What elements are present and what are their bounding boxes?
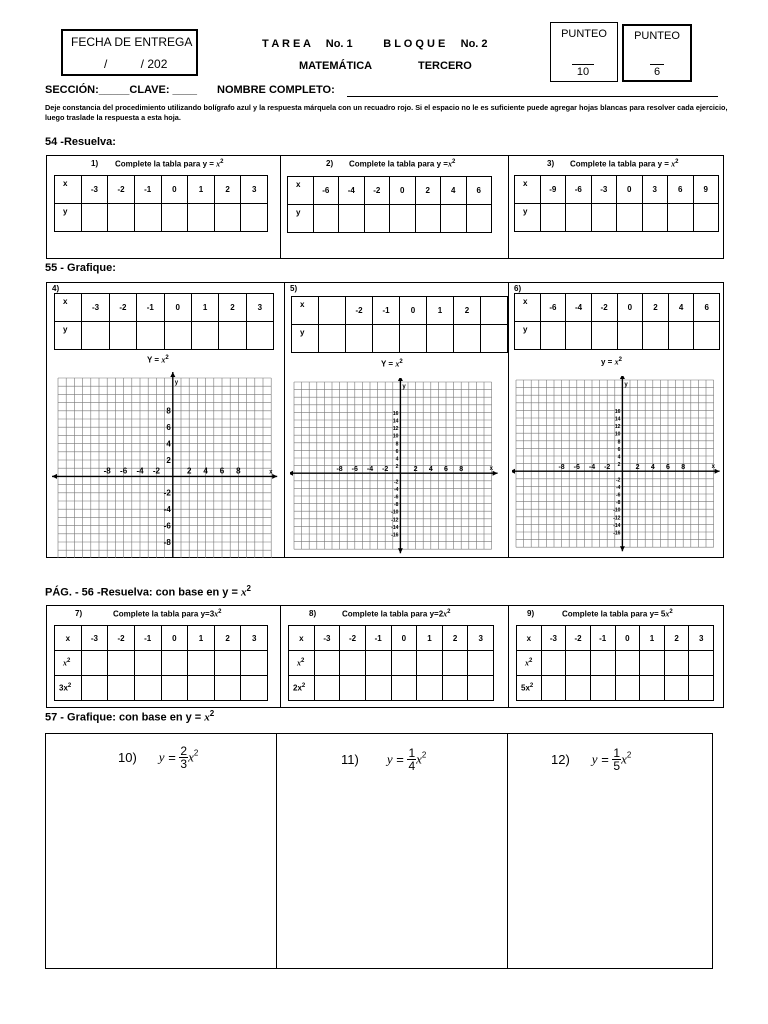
table-p8: x -3 -2 -1 0 1 2 3 $x^2$ $2x^2$	[288, 625, 494, 701]
x-tick-label: -8	[103, 466, 111, 476]
graph-p4[interactable]	[50, 372, 280, 558]
s55-title: 55 - Grafique:	[45, 262, 116, 274]
punteo-value-1: 10	[576, 66, 590, 78]
x-tick-label: -6	[120, 466, 128, 476]
y-axis-arrow	[398, 548, 403, 553]
punteo-label-2: PUNTEO	[634, 30, 680, 42]
graph-p6[interactable]	[512, 376, 724, 556]
graph-p5[interactable]	[290, 378, 502, 558]
y-tick-label: -14	[391, 524, 399, 531]
y-tick-label: 10	[614, 431, 621, 438]
y-tick-label: 4	[617, 454, 621, 461]
y-tick-label: 6	[166, 423, 171, 432]
p9-text: Complete la tabla para $y= 5x^2$	[562, 609, 673, 619]
p3-text: Complete la tabla para $y = x^2$	[570, 159, 679, 169]
subject: MATEMÁTICA	[299, 60, 373, 72]
seccion-line: SECCIÓN:_____CLAVE: ____	[45, 84, 198, 96]
y-tick-label: 16	[392, 410, 399, 417]
x-tick-label: -6	[351, 466, 358, 474]
x-tick-label: 6	[444, 466, 448, 474]
x-tick-label: 4	[650, 464, 655, 472]
y-tick-label: -14	[613, 522, 621, 529]
p8-num: 8)	[309, 609, 317, 618]
x-tick-label: -8	[336, 466, 343, 474]
x-axis-arrow	[512, 469, 515, 474]
y-tick-label: 12	[392, 426, 399, 433]
x-tick-label: 8	[681, 464, 686, 472]
y-tick-label: -10	[613, 507, 621, 514]
fecha-label: FECHA DE ENTREGA	[71, 35, 193, 49]
y-axis-arrow	[170, 372, 175, 377]
y-tick-label: 10	[392, 433, 399, 440]
x-tick-label: -6	[573, 464, 580, 472]
y-tick-label: 6	[395, 448, 399, 455]
x-tick-label: -2	[382, 466, 389, 474]
y-tick-label: -6	[163, 521, 171, 531]
y-tick-label: -4	[615, 484, 621, 491]
y-axis-label: y	[174, 380, 179, 386]
p11-eq[interactable]: 11) y = $\frac{1}{4}$ $x^2$	[341, 746, 427, 773]
nombre-line	[347, 96, 718, 97]
p6-num: 6)	[514, 284, 522, 293]
y-tick-label: -12	[391, 517, 399, 524]
y-tick-label: 2	[617, 462, 621, 469]
punteo-label-1: PUNTEO	[561, 28, 607, 40]
y-tick-label: 2	[395, 464, 399, 471]
y-tick-label: 6	[617, 446, 621, 453]
y-tick-label: 2	[166, 455, 171, 465]
y-tick-label: 14	[614, 416, 621, 423]
y-tick-label: -4	[393, 486, 399, 493]
table-p1: x -3 -2 -1 0 1 2 3 y	[54, 175, 268, 232]
x-tick-label: 4	[428, 466, 433, 474]
y-axis-arrow	[620, 546, 625, 551]
x-axis-arrow	[493, 471, 498, 476]
y-tick-label: 8	[395, 441, 399, 448]
y-tick-label: -16	[613, 530, 621, 537]
s56-title: PÁG. - 56 -Resuelva: con base en $y = x^2$	[45, 584, 251, 599]
p7-text: Complete la tabla para $y=3x^2$	[113, 609, 222, 619]
y-axis-label: y	[402, 384, 406, 390]
p10-eq[interactable]: 10) y = $\frac{2}{3}$ $x^2$	[118, 744, 199, 771]
x-tick-label: -8	[558, 464, 565, 472]
y-tick-label: -4	[163, 505, 171, 514]
x-axis-label: x	[711, 464, 715, 471]
table-p5: x -2 -1 0 1 2 y	[291, 296, 508, 353]
x-axis-arrow	[715, 469, 720, 474]
y-tick-label: 8	[617, 439, 621, 446]
tarea-title: T A R E A No. 1 B L O Q U E No. 2	[262, 38, 488, 50]
p1-text: Complete la tabla para $y = x^2$	[115, 159, 224, 169]
x-tick-label: 2	[186, 466, 192, 476]
p7-num: 7)	[75, 609, 83, 618]
p6-eq: $y = x^2$	[601, 357, 622, 367]
x-tick-label: 6	[219, 466, 225, 476]
x-tick-label: 4	[203, 466, 208, 476]
table-p6: x -6 -4 -2 0 2 4 6 y	[514, 293, 720, 350]
y-tick-label: -6	[615, 492, 621, 499]
p12-eq[interactable]: 12) y = $\frac{1}{5}$ $x^2$	[551, 746, 632, 773]
y-tick-label: 14	[392, 418, 399, 425]
y-tick-label: -8	[393, 502, 399, 509]
p4-eq: $Y = x^2$	[147, 355, 169, 365]
x-tick-label: -4	[588, 464, 596, 472]
p1-num: 1)	[91, 159, 99, 168]
y-tick-label: 4	[166, 439, 171, 449]
p8-text: Complete la tabla para $y=2x^2$	[342, 609, 451, 619]
y-tick-label: -2	[163, 488, 171, 498]
x-tick-label: -2	[152, 466, 160, 476]
p9-num: 9)	[527, 609, 535, 618]
p5-eq: $Y = x^2$	[381, 359, 403, 369]
y-tick-label: -8	[615, 500, 621, 507]
x-tick-label: 8	[236, 466, 241, 476]
x-axis-arrow	[290, 471, 293, 476]
y-axis-arrow	[620, 376, 625, 379]
y-tick-label: -10	[391, 509, 399, 516]
punteo-value-2: 6	[653, 66, 661, 78]
y-tick-label: 8	[166, 406, 171, 416]
y-axis-label: y	[624, 382, 628, 388]
x-axis-arrow	[272, 474, 277, 479]
y-tick-label: -8	[163, 537, 171, 547]
y-tick-label: -2	[393, 479, 399, 486]
p2-num: 2)	[326, 159, 334, 168]
y-tick-label: 4	[395, 456, 399, 463]
table-p4: x -3 -2 -1 0 1 2 3 y	[54, 293, 274, 350]
y-axis-arrow	[170, 557, 175, 558]
y-tick-label: -12	[613, 515, 621, 522]
x-tick-label: 2	[635, 464, 640, 472]
x-tick-label: 8	[459, 466, 464, 474]
x-axis-label: x	[269, 469, 273, 476]
x-tick-label: -4	[136, 466, 144, 476]
grade: TERCERO	[418, 60, 472, 72]
p2-text: Complete la tabla para $y =x^2$	[349, 159, 456, 169]
p3-num: 3)	[547, 159, 555, 168]
nombre-label: NOMBRE COMPLETO:	[217, 84, 335, 96]
table-p3: x -9 -6 -3 0 3 6 9 y	[514, 175, 719, 232]
y-axis-arrow	[398, 378, 403, 381]
s54-title: 54 -Resuelva:	[45, 136, 116, 148]
x-tick-label: 6	[666, 464, 670, 472]
table-p9: x -3 -2 -1 0 1 2 3 $x^2$ $5x^2$	[516, 625, 714, 701]
x-axis-label: x	[489, 466, 493, 473]
p5-num: 5)	[290, 284, 298, 293]
table-p2: x -6 -4 -2 0 2 4 6 y	[287, 176, 492, 233]
s57-title: 57 - Grafique: con base en $y = x^2$	[45, 709, 215, 724]
x-tick-label: -2	[604, 464, 611, 472]
x-axis-arrow	[52, 474, 57, 479]
y-tick-label: -6	[393, 494, 399, 501]
y-tick-label: -16	[391, 532, 399, 539]
y-tick-label: -2	[615, 477, 621, 484]
y-tick-label: 12	[614, 424, 621, 431]
y-tick-label: 16	[614, 408, 621, 415]
x-tick-label: 2	[413, 466, 418, 474]
x-tick-label: -4	[366, 466, 374, 474]
table-p7: x -3 -2 -1 0 1 2 3 $x^2$ $3x^2$	[54, 625, 268, 701]
p4-num: 4)	[52, 284, 60, 293]
fecha-value: / / 202	[104, 57, 168, 71]
instructions: Deje constancia del procedimiento utilizando bolígrafo azul y la respuesta márquela con un recuadro rojo. Si el espacio no le es suficiente puede agregar hojas blancas para resolver cada ejercicio, luego traslade la respuesta a esta hoja.	[45, 103, 728, 122]
